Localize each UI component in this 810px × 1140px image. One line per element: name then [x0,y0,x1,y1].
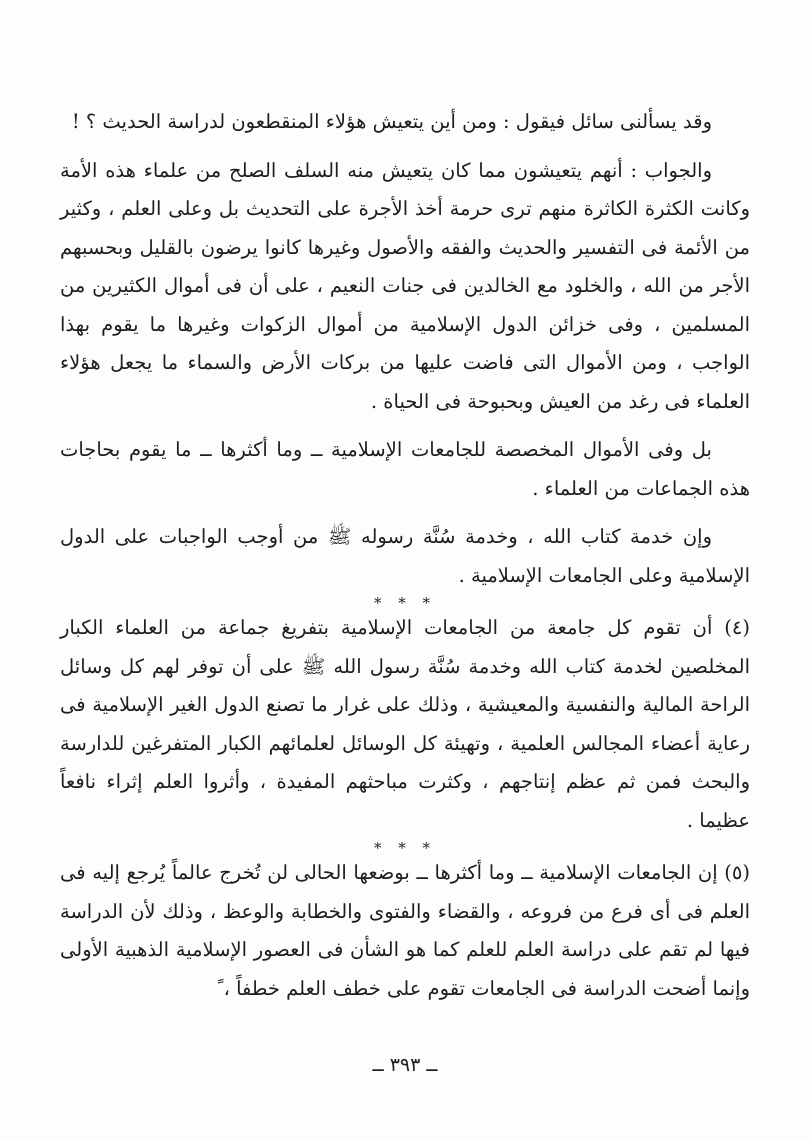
paragraph-gap [60,508,750,518]
paragraph-gap [60,421,750,431]
section-separator: * * * [373,839,437,857]
page-body [60,103,750,1008]
page-number: ــ ٣٩٣ ــ [372,1054,438,1076]
section-separator: * * * [373,594,437,612]
paragraph-point-5: (٥) إن الجامعات الإسلامية ــ وما أكثرها ــ بوضعها الحالى لن تُخرج عالماً يُرجع إليه فى العلم فى أى فرع من فروعه ، والقضاء والفتوى والخطابة والوعظ ، وذلك لأن الدراسة فيها لم تقم على دراسة العلم للعلم كما هو الشأن فى العصور الإسلامية الذهبية الأولى وإنما أضحت الدراسة فى الجامعات تقوم على خطف العلم خطفاً ، ً [60,861,750,1000]
paragraph-point-4: (٤) أن تقوم كل جامعة من الجامعات الإسلامية بتفريغ جماعة من العلماء الكبار المخلصين لخدمة كتاب الله وخدمة سُنَّة رسول الله ﷺ على أن توفر لهم كل وسائل الراحة المالية والنفسية والمعيشية ، وذلك على غرار ما تصنع الدول الغير الإسلامية فى رعاية أعضاء المجالس العلمية ، وتهيئة كل الوسائل لعلمائهم الكبار المتفرغين للدارسة والبحث فمن ثم عظم إنتاجهم ، وكثرت مباحثهم المفيدة ، وأثروا العلم إثراء نافعاً عظيما . [60,616,750,832]
paragraph-university-funds: بل وفى الأموال المخصصة للجامعات الإسلامية ــ وما أكثرها ــ ما يقوم بحاجات هذه الجماعات من العلماء . [60,438,750,500]
paragraph-question: وقد يسألنى سائل فيقول : ومن أين يتعيش هؤلاء المنقطعون لدراسة الحديث ؟ ! [71,110,712,133]
paragraph-gap [60,142,750,152]
paragraph-service-duty: وإن خدمة كتاب الله ، وخدمة سُنَّة رسوله ﷺ من أوجب الواجبات على الدول الإسلامية وعلى الجامعات الإسلامية . [60,525,750,587]
paragraph-answer: والجواب : أنهم يتعيشون مما كان يتعيش منه السلف الصلح من علماء هذه الأمة وكانت الكثرة الكاثرة منهم ترى حرمة أخذ الأجرة على التحديث بل وعلى العلم ، وكثير من الأئمة فى التفسير والحديث والفقه والأصول وغيرها كانوا يرضون بالقليل وبحسبهم الأجر من الله ، والخلود مع الخالدين فى جنات النعيم ، على أن فى أموال الكثيرين من المسلمين ، وفى خزائن الدول الإسلامية من أموال الزكوات وغيرها ما يقوم بهذا الواجب ، ومن الأموال التى فاضت عليها من بركات الأرض والسماء ما يجعل هؤلاء العلماء فى رغد من العيش وبحبوحة فى الحياة . [60,158,751,413]
